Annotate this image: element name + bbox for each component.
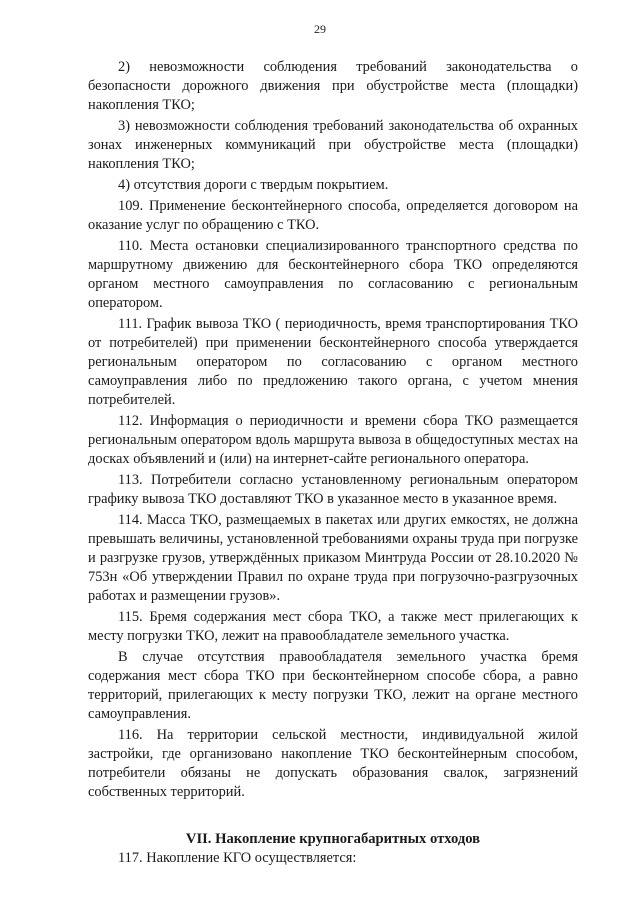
paragraph-112: 112. Информация о периодичности и времени сбора ТКО размещается региональным оператором вдоль маршрута вывоза в общедоступных местах на досках объявлений и (или) на интернет-сайте регионального оператора. <box>88 413 578 467</box>
paragraph-109: 109. Применение бесконтейнерного способа, определяется договором на оказание услуг по обращению с ТКО. <box>88 198 578 233</box>
section-heading: VII. Накопление крупногабаритных отходов <box>185 831 481 847</box>
paragraph-115: 115. Бремя содержания мест сбора ТКО, а также мест прилегающих к месту погрузки ТКО, лежит на правообладателе земельного участка. <box>88 609 578 644</box>
paragraph-114: 114. Масса ТКО, размещаемых в пакетах или других емкостях, не должна превышать величины, установленной требованиями охраны труда при погрузке и разгрузке грузов, утверждённых приказом Минтруда России от 28.10.2020 № 753н «Об утверждении Правил по охране труда при погрузочно-разгрузочных работах и размещении грузов». <box>88 512 578 604</box>
paragraph-list-item-4: 4) отсутствия дороги с твердым покрытием. <box>118 177 389 193</box>
paragraph-116: 116. На территории сельской местности, индивидуальной жилой застройки, где организовано накопление ТКО бесконтейнерным способом, потребители обязаны не допускать образования свалок, загрязнений собственных территорий. <box>88 727 578 800</box>
paragraph-list-item-3: 3) невозможности соблюдения требований законодательства об охранных зонах инженерных коммуникаций при обустройстве места (площадки) накопления ТКО; <box>88 118 578 172</box>
paragraph-list-item-2: 2) невозможности соблюдения требований законодательства о безопасности дорожного движения при обустройстве места (площадки) накопления ТКО; <box>88 59 578 113</box>
paragraph-117: 117. Накопление КГО осуществляется: <box>118 850 357 866</box>
document-body <box>88 58 578 870</box>
paragraph-113: 113. Потребители согласно установленному региональным оператором графику вывоза ТКО доставляют ТКО в указанное место в указанное время. <box>88 472 578 507</box>
paragraph-115-continued: В случае отсутствия правообладателя земельного участка бремя содержания мест сбора ТКО при бесконтейнерном способе сбора, а равно территорий, прилегающих к месту погрузки ТКО, лежит на органе местного самоуправления. <box>88 649 578 722</box>
page-number: 29 <box>314 22 326 36</box>
paragraph-111: 111. График вывоза ТКО ( периодичность, время транспортирования ТКО от потребителей) при применении бесконтейнерного способа утверждается региональным оператором по согласованию с органом местного самоуправления либо по предложению такого органа, с учетом мнения потребителей. <box>88 316 578 408</box>
paragraph-110: 110. Места остановки специализированного транспортного средства по маршрутному движению для бесконтейнерного сбора ТКО определяются органом местного самоуправления по согласованию с региональным оператором. <box>88 238 578 311</box>
